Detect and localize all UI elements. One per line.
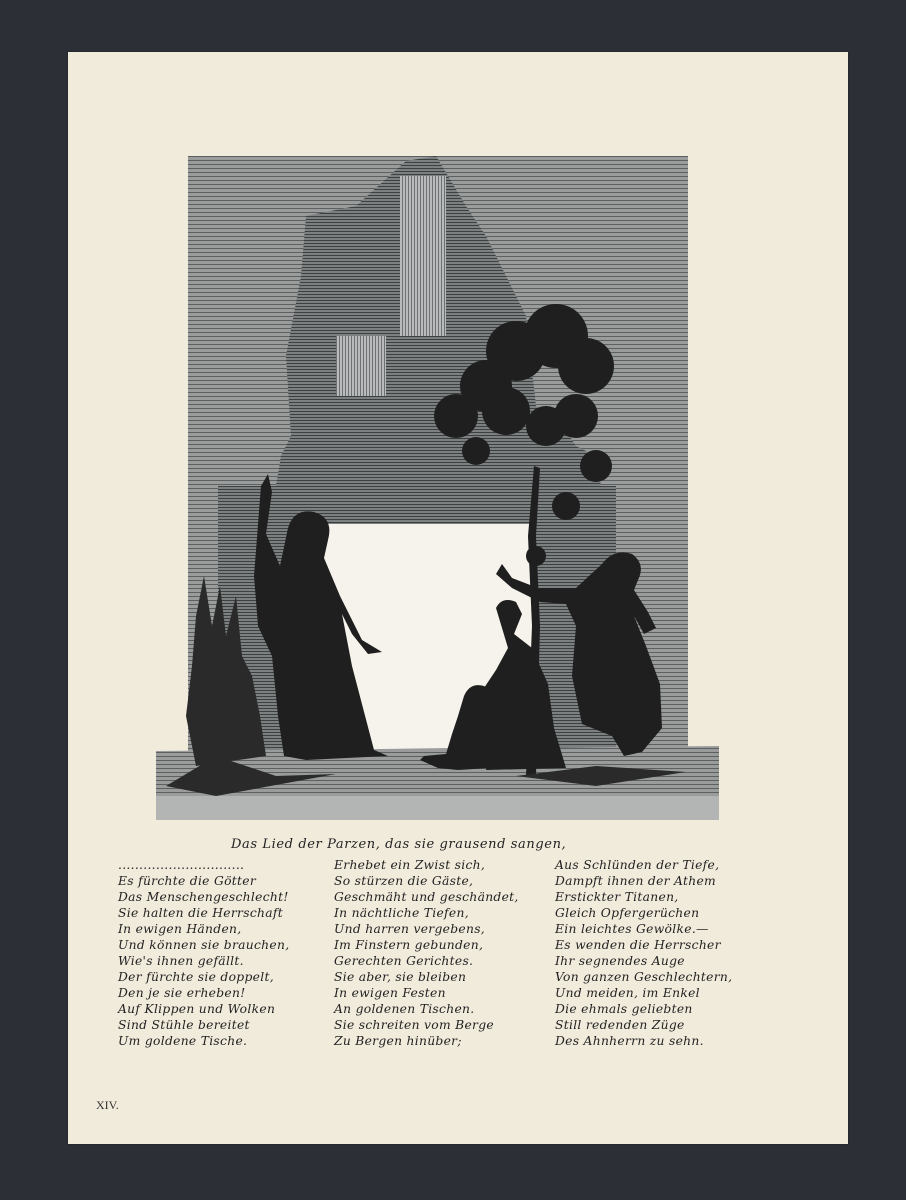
poem-line: In ewigen Händen,: [118, 922, 242, 936]
poem-line: Aus Schlünden der Tiefe,: [555, 858, 720, 872]
poem-line: Den je sie erheben!: [118, 986, 246, 1000]
poem-line: Gerechten Gerichtes.: [334, 954, 474, 968]
poem-line: Und meiden, im Enkel: [555, 986, 700, 1000]
poem-line: In nächtliche Tiefen,: [334, 906, 469, 920]
poem-line: In ewigen Festen: [334, 986, 446, 1000]
poem-line: Sie aber, sie bleiben: [334, 970, 467, 984]
poem-line: Erstickter Titanen,: [555, 890, 679, 904]
poem-line: Ein leichtes Gewölke.—: [555, 922, 709, 936]
poem-line: ..............................: [118, 858, 245, 872]
poem-title: Das Lied der Parzen, das sie grausend sangen,: [231, 837, 567, 852]
poem-line: An goldenen Tischen.: [334, 1002, 475, 1016]
poem-line: Sie halten die Herrschaft: [118, 906, 283, 920]
poem-line: Es wenden die Herrscher: [555, 938, 721, 952]
poem-line: Geschmäht und geschändet,: [334, 890, 519, 904]
poem-line: Dampft ihnen der Athem: [555, 874, 717, 888]
poem-line: Wie's ihnen gefällt.: [118, 954, 244, 968]
poem-line: Gleich Opfergerüchen: [555, 906, 700, 920]
poem-line: Im Finstern gebunden,: [334, 938, 484, 952]
poem-line: Und harren vergebens,: [334, 922, 486, 936]
poem-column-1: [118, 857, 289, 1049]
poem-line: Der fürchte sie doppelt,: [118, 970, 274, 984]
temple-tower: [400, 176, 446, 336]
poem-line: Des Ahnherrn zu sehn.: [555, 1034, 704, 1048]
poem-line: Von ganzen Geschlechtern,: [555, 970, 733, 984]
poem-line: Die ehmals geliebten: [555, 1002, 693, 1016]
poem-line: Zu Bergen hinüber;: [334, 1034, 462, 1048]
poem-column-2: [334, 857, 519, 1049]
poem-line: Sie schreiten vom Berge: [334, 1018, 494, 1032]
poem-line: Auf Klippen und Wolken: [118, 1002, 276, 1016]
page-number: XIV.: [96, 1098, 119, 1112]
poem-line: Und können sie brauchen,: [118, 938, 290, 952]
poem-line: Erhebet ein Zwist sich,: [334, 858, 486, 872]
poem-line: Sind Stühle bereitet: [118, 1018, 250, 1032]
poem-column-3: [555, 857, 732, 1049]
poem-line: Es fürchte die Götter: [118, 874, 257, 888]
poem-line: Um goldene Tische.: [118, 1034, 248, 1048]
poem-line: Still redenden Züge: [555, 1018, 685, 1032]
poem-line: Das Menschengeschlecht!: [118, 890, 289, 904]
poem-line: Ihr segnendes Auge: [555, 954, 685, 968]
silhouette-illustration: [156, 156, 719, 820]
book-page: [68, 52, 848, 1144]
poem-line: So stürzen die Gäste,: [334, 874, 474, 888]
